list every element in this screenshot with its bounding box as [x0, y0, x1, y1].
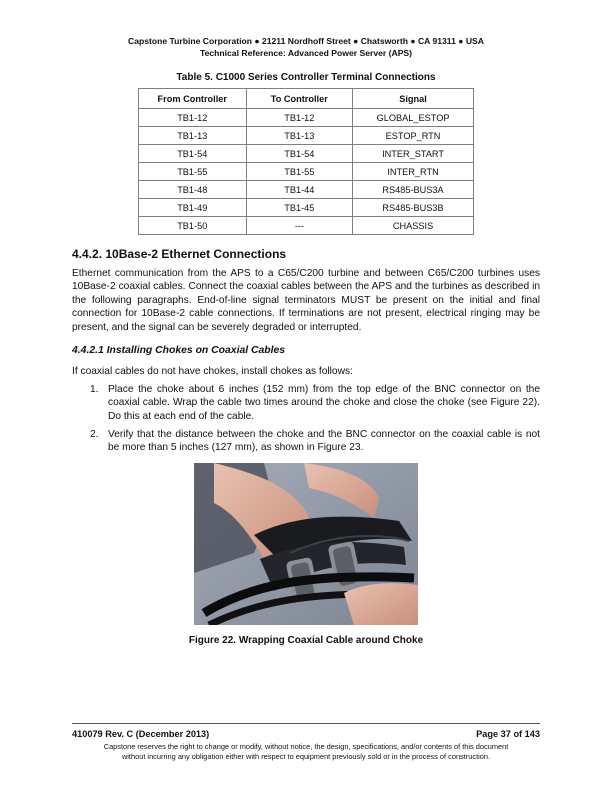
figure-caption: Figure 22. Wrapping Coaxial Cable around Choke — [188, 635, 424, 646]
cell-to: TB1-44 — [246, 181, 353, 199]
header-company-line: Capstone Turbine Corporation ● 21211 Nordhoff Street ● Chatsworth ● CA 91311 ● USA — [128, 36, 484, 46]
cell-signal: ESTOP_RTN — [353, 127, 474, 145]
hand-lower — [344, 583, 418, 625]
cell-from: TB1-54 — [139, 145, 247, 163]
table-row — [139, 199, 474, 217]
step-number: 1. — [90, 384, 99, 395]
list-item — [90, 383, 540, 423]
table-row — [139, 163, 474, 181]
cell-to: TB1-12 — [246, 109, 353, 127]
subsection-heading: 4.4.2.1 Installing Chokes on Coaxial Cables — [72, 345, 286, 356]
table-header-row — [139, 89, 474, 109]
cell-to: TB1-13 — [246, 127, 353, 145]
cell-to: TB1-54 — [246, 145, 353, 163]
cell-to: TB1-45 — [246, 199, 353, 217]
table-row — [139, 109, 474, 127]
page-header — [0, 36, 612, 59]
figure-photo — [194, 463, 418, 625]
column-header-signal: Signal — [353, 89, 474, 109]
step-text: Verify that the distance between the choke and the BNC connector on the coaxial cable is not be more than 5 inches (127 mm), as shown in Figure 23. — [108, 429, 540, 454]
table-row — [139, 181, 474, 199]
step-number: 2. — [90, 429, 99, 440]
cell-signal: CHASSIS — [353, 217, 474, 235]
table-row — [139, 145, 474, 163]
cell-from: TB1-55 — [139, 163, 247, 181]
cell-from: TB1-13 — [139, 127, 247, 145]
footer-divider — [72, 723, 540, 724]
choke-photo-illustration — [194, 463, 418, 625]
cell-to: TB1-55 — [246, 163, 353, 181]
cell-from: TB1-48 — [139, 181, 247, 199]
table-title: Table 5. C1000 Series Controller Terminal Connections — [176, 72, 436, 83]
section-paragraph: Ethernet communication from the APS to a C65/C200 turbine and between C65/C200 turbines uses 10Base-2 coaxial cables. Connect the coaxial cables between the APS and the turbines as described in the following paragraphs. End-of-line signal terminators MUST be present on the initial and final connection for 10Base-2 cable connections. If terminations are not present, electrical ringing may be present, and the signal can be severely degraded or interrupted. — [72, 268, 540, 333]
terminal-connections-table — [138, 88, 474, 235]
column-header-to: To Controller — [246, 89, 353, 109]
footer-page-number: Page 37 of 143 — [476, 729, 540, 739]
cell-from: TB1-50 — [139, 217, 247, 235]
subsection-intro: If coaxial cables do not have chokes, install chokes as follows: — [72, 366, 353, 377]
table-row — [139, 217, 474, 235]
section-heading: 4.4.2. 10Base-2 Ethernet Connections — [72, 247, 287, 261]
header-title-line: Technical Reference: Advanced Power Server (APS) — [199, 47, 413, 58]
cell-from: TB1-49 — [139, 199, 247, 217]
cell-signal: RS485-BUS3A — [353, 181, 474, 199]
column-header-from: From Controller — [139, 89, 247, 109]
cell-signal: INTER_START — [353, 145, 474, 163]
footer-disclaimer — [60, 742, 552, 761]
list-item — [90, 428, 540, 455]
disclaimer-line-2: without incurring any obligation either with respect to equipment previously sold or in the process of construction. — [121, 751, 491, 761]
cell-to: --- — [246, 217, 353, 235]
cell-signal: GLOBAL_ESTOP — [353, 109, 474, 127]
cell-signal: RS485-BUS3B — [353, 199, 474, 217]
disclaimer-line-1: Capstone reserves the right to change or modify, without notice, the design, specifications, and/or contents of this document — [103, 742, 509, 751]
step-text: Place the choke about 6 inches (152 mm) from the top edge of the BNC connector on the coaxial cable. Wrap the cable two times around the choke and close the choke (see Figure 22). Do this at each end of the cable. — [108, 384, 540, 422]
cell-signal: INTER_RTN — [353, 163, 474, 181]
table-row — [139, 127, 474, 145]
cell-from: TB1-12 — [139, 109, 247, 127]
footer-document-number: 410079 Rev. C (December 2013) — [72, 729, 210, 739]
